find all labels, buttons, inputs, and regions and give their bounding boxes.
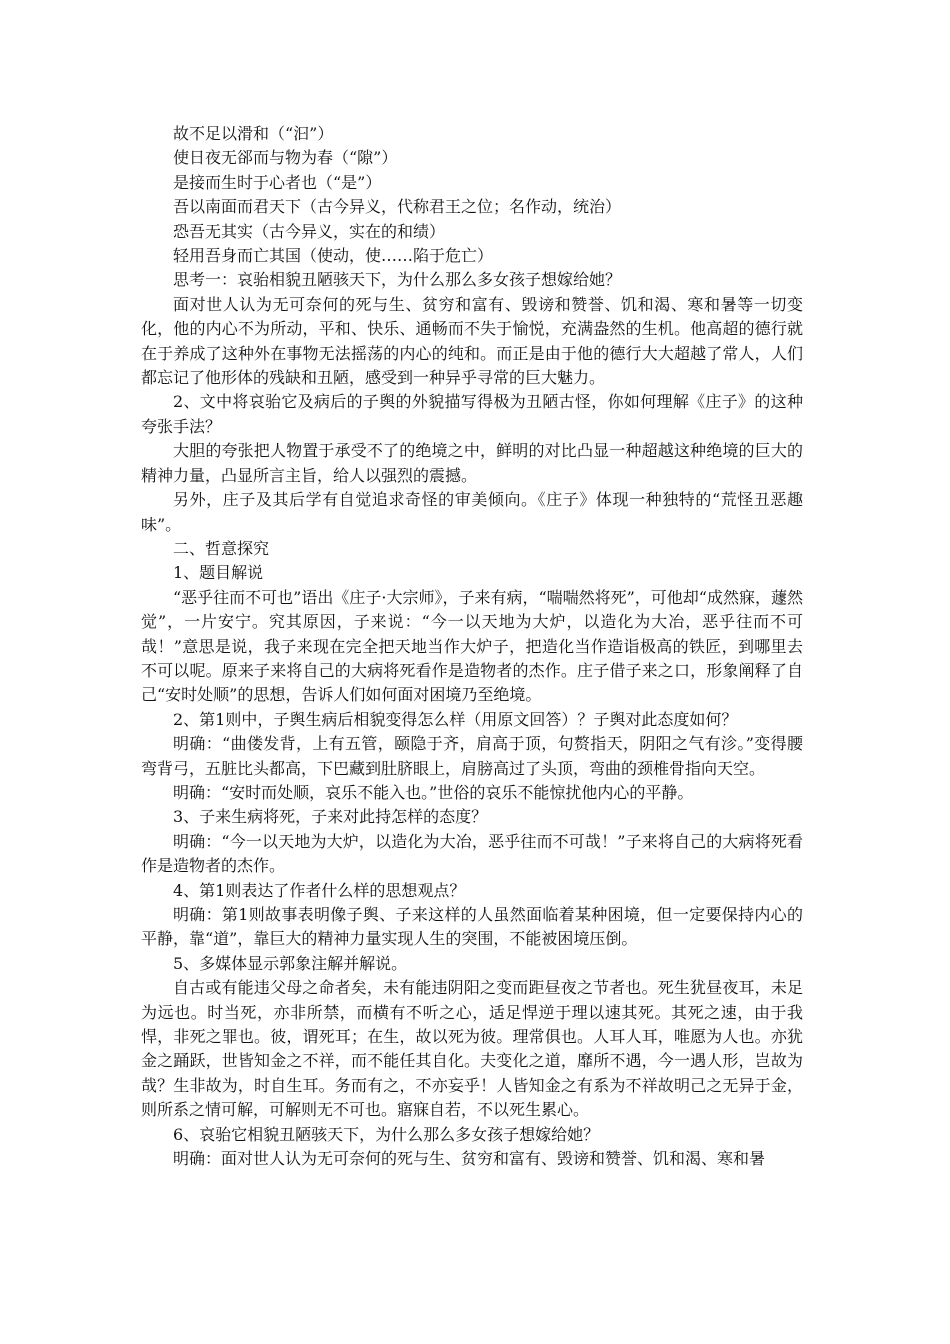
answer-paragraph: 明确：“安时而处顺，哀乐不能入也。”世俗的哀乐不能惊扰他内心的平静。 [173,782,694,802]
answer-paragraph: 明确：“今一以天地为大炉，以造化为大冶，恶乎往而不可哉！”子来将自己的大病将死看作是造物者的杰作。 [141,831,803,876]
quoted-commentary: 自古或有能违父母之命者矣，未有能违阴阳之变而距昼夜之节者也。死生犹昼夜耳，未足为远也。时当死，亦非所禁，而横有不听之心，适足悍逆于理以速其死。其死之速，由于我悍，非死之罪也。彼，谓死耳；在生，故以死为彼。理常俱也。人耳人耳，唯愿为人也。亦犹金之踊跃，世皆知金之不祥，而不能任其自化。夫变化之道，靡所不遇，今一遇人形，岂故为哉？生非故为，时自生耳。务而有之，不亦妄乎！人皆知金之有系为不祥故明己之无异于金，则所系之情可解，可解则无不可也。寤寐自若，不以死生累心。 [141,978,803,1120]
question-heading: 2、文中将哀骀它及病后的子舆的外貌描写得极为丑陋古怪，你如何理解《庄子》的这种夸张手法？ [141,392,803,436]
paragraph: 轻用吾身而亡其国（使动，使……陷于危亡） [173,246,494,266]
section-heading: 二、哲意探究 [173,538,270,558]
paragraph: 吾以南面而君天下（古今异义，代称君王之位；名作动，统治） [173,197,622,217]
question-heading: 3、子来生病将死，子来对此持怎样的态度？ [173,807,488,827]
question-heading: 6、哀骀它相貌丑陋骇天下，为什么那么多女孩子想嫁给她？ [173,1124,600,1144]
answer-paragraph: 明确：第1则故事表明像子舆、子来这样的人虽然面临着某种困境，但一定要保持内心的平静，靠“道”，靠巨大的精神力量实现人生的突围，不能被困境压倒。 [141,905,803,949]
paragraph: 另外，庄子及其后学有自觉追求奇怪的审美倾向。《庄子》体现一种独特的“荒怪丑恶趣味”。 [141,490,803,534]
paragraph: 恐吾无其实（古今异义，实在的和绩） [173,221,446,241]
subsection-heading: 1、题目解说 [173,563,264,583]
document-body [141,122,803,1171]
question-heading: 4、第1则表达了作者什么样的思想观点？ [173,880,466,900]
paragraph: 使日夜无郤而与物为春（“隙”） [173,148,398,168]
paragraph: 面对世人认为无可奈何的死与生、贫穷和富有、毁谤和赞誉、饥和渴、寒和暑等一切变化，他的内心不为所动，平和、快乐、通畅而不失于愉悦，充满盎然的生机。他高超的德行就在于养成了这种外在事物无法摇荡的内心的纯和。而正是由于他的德行大大超越了常人，人们都忘记了他形体的残缺和丑陋，感受到一种异乎寻常的巨大魅力。 [141,294,803,388]
answer-paragraph: 明确：“曲偻发背，上有五管，颐隐于齐，肩高于顶，句赘指天，阴阳之气有沴。”变得腰弯背弓，五脏比头都高，下巴藏到肚脐眼上，肩膀高过了头顶，弯曲的颈椎骨指向天空。 [141,734,803,778]
paragraph: 故不足以滑和（“汩”） [173,124,334,143]
question-heading: 5、多媒体显示郭象注解并解说。 [173,953,408,973]
paragraph: “恶乎往而不可也”语出《庄子·大宗师》，子来有病，“喘喘然将死”，可他却“成然寐，蘧然觉”，一片安宁。究其原因，子来说：“今一以天地为大炉，以造化为大冶，恶乎往而不可哉！”意思是说，我子来现在完全把天地当作大炉子，把造化当作造诣极高的铁匠，到哪里去不可以呢。原来子来将自己的大病将死看作是造物者的杰作。庄子借子来之口，形象阐释了自己“安时处顺”的思想，告诉人们如何面对困境乃至绝境。 [141,587,803,705]
question-heading: 思考一：哀骀相貌丑陋骇天下，为什么那么多女孩子想嫁给她？ [173,270,622,290]
paragraph: 是接而生时于心者也（“是”） [173,172,382,192]
question-heading: 2、第1则中，子舆生病后相貌变得怎么样（用原文回答）？子舆对此态度如何？ [173,709,738,729]
answer-paragraph: 明确：面对世人认为无可奈何的死与生、贫穷和富有、毁谤和赞誉、饥和渴、寒和暑 [173,1149,766,1169]
paragraph: 大胆的夸张把人物置于承受不了的绝境之中，鲜明的对比凸显一种超越这种绝境的巨大的精神力量，凸显所言主旨，给人以强烈的震撼。 [141,441,803,485]
